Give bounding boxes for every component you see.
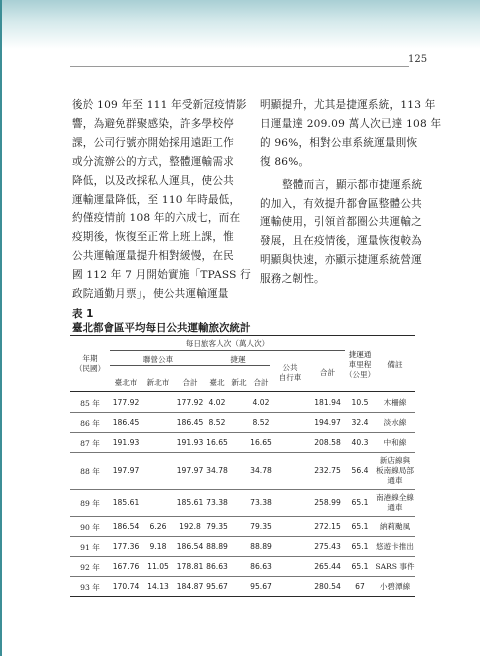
text-line: 課，公司行號亦開始採用遠距工作 xyxy=(72,136,234,149)
header-mrt-newtaipei: 新北 xyxy=(231,378,247,387)
header-bus-taipei: 臺北市 xyxy=(114,378,138,387)
cell-note xyxy=(373,542,417,552)
cell-year: 85 年 xyxy=(80,398,100,408)
text-line: 服務之韌性。 xyxy=(260,273,325,286)
cell-network-km: 32.4 xyxy=(351,417,369,427)
table-top-rule xyxy=(70,335,415,336)
right-text-column xyxy=(260,96,441,289)
cell-note-line: 悠遊卡推出 xyxy=(376,541,414,551)
text-line: 政院通勤月票」，使公共運輸運量 xyxy=(72,288,229,301)
text-line: 運輸運量降低，至 110 年時最低， xyxy=(72,193,241,206)
cell-network-km: 65.1 xyxy=(351,521,369,531)
cell-total: 232.75 xyxy=(314,466,341,475)
cell-bus-newtaipei: 6.26 xyxy=(149,521,167,531)
cell-mrt-taipei: 88.89 xyxy=(206,541,228,551)
text-line: 國 112 年 7 月開始實施「TPASS 行 xyxy=(72,269,251,282)
table-row xyxy=(70,490,415,516)
cell-bus-taipei: 186.54 xyxy=(112,521,140,531)
text-line: 復 86%。 xyxy=(260,155,310,168)
header-year-sub: （民國） xyxy=(74,364,106,373)
cell-mrt-total: 88.89 xyxy=(250,541,272,551)
cell-total: 194.97 xyxy=(314,417,341,427)
cell-year: 92 年 xyxy=(80,562,100,572)
cell-note-line: 納莉颱風 xyxy=(379,521,411,531)
cell-total: 265.44 xyxy=(314,561,341,571)
cell-note xyxy=(373,438,417,448)
table-caption xyxy=(72,308,251,335)
table-row xyxy=(70,413,415,432)
text-line: 的加入，有效提升都會區整體公共 xyxy=(260,197,422,210)
text-line: 運輸使用，引領首都圈公共運輸之 xyxy=(260,216,422,229)
text-line: 發展，且在疫情後，運量恢復較為 xyxy=(260,235,422,248)
cell-mrt-taipei: 79.35 xyxy=(206,521,228,531)
cell-year: 89 年 xyxy=(80,499,100,508)
cell-bus-total: 184.87 xyxy=(176,581,204,591)
cell-bus-total: 178.81 xyxy=(176,561,204,571)
table-row xyxy=(70,517,415,536)
header-group-rule xyxy=(110,350,345,351)
text-line: 後於 109 年至 111 年受新冠疫情影 xyxy=(72,99,247,111)
cell-note xyxy=(373,562,417,572)
table-row xyxy=(70,433,415,452)
cell-bus-total: 186.54 xyxy=(176,541,204,551)
header-mrt-total: 合計 xyxy=(253,378,269,387)
cell-bus-taipei: 170.74 xyxy=(112,581,140,591)
cell-bus-taipei: 167.76 xyxy=(112,561,140,571)
header-rule xyxy=(70,66,409,67)
cell-bus-taipei: 197.97 xyxy=(112,466,140,475)
cell-mrt-total: 34.78 xyxy=(250,466,272,475)
cell-mrt-taipei: 4.02 xyxy=(208,397,226,407)
table-title: 臺北都會區平均每日公共運輸旅次統計 xyxy=(72,321,251,334)
cell-mrt-taipei: 73.38 xyxy=(206,498,228,507)
row-divider xyxy=(70,596,415,597)
cell-note-line: 通車 xyxy=(387,476,403,485)
header-bus: 聯營公車 xyxy=(142,355,174,364)
cell-note-line: 通車 xyxy=(387,503,403,512)
cell-bus-total: 192.8 xyxy=(179,521,201,531)
header-total: 合計 xyxy=(319,368,336,377)
text-line: 明顯提升，尤其是捷運系統，113 年 xyxy=(260,99,436,111)
cell-note-line: 小碧潭線 xyxy=(379,581,411,591)
cell-year: 88 年 xyxy=(80,467,100,476)
text-line: 日運量達 209.09 萬人次已達 108 年 xyxy=(260,117,442,130)
cell-total: 258.99 xyxy=(314,498,341,507)
cell-note xyxy=(373,493,417,513)
cell-note xyxy=(373,418,417,428)
cell-total: 280.54 xyxy=(314,581,341,591)
cell-mrt-taipei: 86.63 xyxy=(206,561,228,571)
header-mrt: 捷運 xyxy=(230,355,246,364)
cell-mrt-taipei: 8.52 xyxy=(208,417,226,427)
cell-mrt-total: 95.67 xyxy=(250,581,272,591)
text-line: 整體而言，顯示都市捷運系統 xyxy=(282,178,423,191)
cell-mrt-total: 86.63 xyxy=(250,561,272,571)
cell-network-km: 65.1 xyxy=(351,498,369,507)
header-group-label: 每日旅客人次（萬人次） xyxy=(185,339,270,348)
cell-network-km: 67 xyxy=(355,581,365,591)
cell-total: 275.43 xyxy=(314,541,341,551)
header-bottom-rule xyxy=(70,391,415,392)
cell-note-line: 淡水線 xyxy=(383,417,407,427)
cell-mrt-taipei: 95.67 xyxy=(206,581,228,591)
header-network-2: 車里程 xyxy=(348,360,372,369)
header-bus-newtaipei: 新北市 xyxy=(146,378,170,387)
cell-mrt-total: 16.65 xyxy=(250,437,272,447)
cell-bus-taipei: 191.93 xyxy=(112,437,140,447)
text-line: 明顯與快速，亦顯示捷運系統營運 xyxy=(260,254,422,267)
cell-bus-total: 177.92 xyxy=(176,397,204,407)
table-label: 表 1 xyxy=(72,308,94,320)
text-line: 響，為避免群聚感染，許多學校停 xyxy=(72,117,234,130)
cell-bus-taipei: 186.45 xyxy=(112,417,140,427)
cell-mrt-total: 79.35 xyxy=(250,521,272,531)
cell-network-km: 10.5 xyxy=(351,397,369,407)
cell-year: 91 年 xyxy=(80,542,100,552)
text-line: 或分流辦公的方式，整體運輸需求 xyxy=(72,155,234,168)
page-number: 125 xyxy=(408,54,428,65)
cell-bus-newtaipei: 11.05 xyxy=(147,561,169,571)
header-public-bike: 公共 xyxy=(282,363,298,372)
header-bus-total: 合計 xyxy=(182,378,198,387)
header-sub-rule xyxy=(110,365,270,366)
cell-network-km: 56.4 xyxy=(351,466,369,475)
cell-year: 93 年 xyxy=(80,582,100,592)
cell-note-line: 板南線局部 xyxy=(376,466,414,475)
cell-mrt-taipei: 16.65 xyxy=(206,437,228,447)
header-year: 年期 xyxy=(82,354,98,363)
cell-bus-total: 186.45 xyxy=(176,417,204,427)
left-edge-bar xyxy=(0,0,2,656)
cell-note xyxy=(373,582,417,592)
table-row xyxy=(70,557,415,576)
header-network: 捷運通 xyxy=(348,350,372,359)
cell-network-km: 65.1 xyxy=(351,541,369,551)
cell-mrt-total: 8.52 xyxy=(252,417,270,427)
cell-network-km: 40.3 xyxy=(351,437,369,447)
header-mrt-taipei: 臺北 xyxy=(209,378,225,387)
cell-note-line: 新店線與 xyxy=(379,456,411,465)
text-line: 降低，以及改採私人運具，使公共 xyxy=(72,174,234,187)
cell-bus-newtaipei: 14.13 xyxy=(147,581,169,591)
cell-network-km: 65.1 xyxy=(351,561,369,571)
table-row xyxy=(70,453,415,489)
text-line: 公共運輸運量提升相對緩慢，在民 xyxy=(72,250,234,263)
cell-total: 272.15 xyxy=(314,521,341,531)
cell-bus-taipei: 177.92 xyxy=(112,397,140,407)
cell-bus-total: 191.93 xyxy=(176,437,204,447)
table-row xyxy=(70,393,415,412)
cell-bus-total: 197.97 xyxy=(176,466,204,475)
cell-note-line: SARS 事件 xyxy=(375,561,415,571)
cell-note xyxy=(373,522,417,532)
cell-mrt-taipei: 34.78 xyxy=(206,466,228,475)
cell-year: 86 年 xyxy=(80,418,100,428)
text-line: 約僅疫情前 108 年的六成七，而在 xyxy=(72,212,241,225)
cell-year: 90 年 xyxy=(80,522,100,532)
table-row xyxy=(70,577,415,596)
top-color-band xyxy=(0,0,480,49)
left-text-column xyxy=(72,96,251,304)
cell-note xyxy=(373,456,417,486)
cell-total: 181.94 xyxy=(314,397,341,407)
cell-mrt-total: 73.38 xyxy=(250,498,272,507)
cell-note-line: 木柵線 xyxy=(383,397,407,407)
cell-total: 208.58 xyxy=(314,437,341,447)
cell-note xyxy=(373,398,417,408)
cell-note-line: 南港線全線 xyxy=(376,493,414,502)
cell-bus-total: 185.61 xyxy=(176,498,204,507)
cell-mrt-total: 4.02 xyxy=(252,397,270,407)
header-network-3: （公里） xyxy=(344,370,376,379)
header-note: 備註 xyxy=(387,360,403,369)
cell-bus-taipei: 177.36 xyxy=(112,541,140,551)
cell-bus-newtaipei: 9.18 xyxy=(149,541,167,551)
cell-bus-taipei: 185.61 xyxy=(112,498,140,507)
text-line: 疫期後，恢復至正常上班上課，惟 xyxy=(72,231,234,244)
table-row xyxy=(70,537,415,556)
cell-year: 87 年 xyxy=(80,438,100,448)
text-line: 的 96%，相對公車系統運量則恢 xyxy=(260,136,418,149)
header-public-bike-2: 自行車 xyxy=(278,373,302,382)
cell-note-line: 中和線 xyxy=(383,437,407,447)
